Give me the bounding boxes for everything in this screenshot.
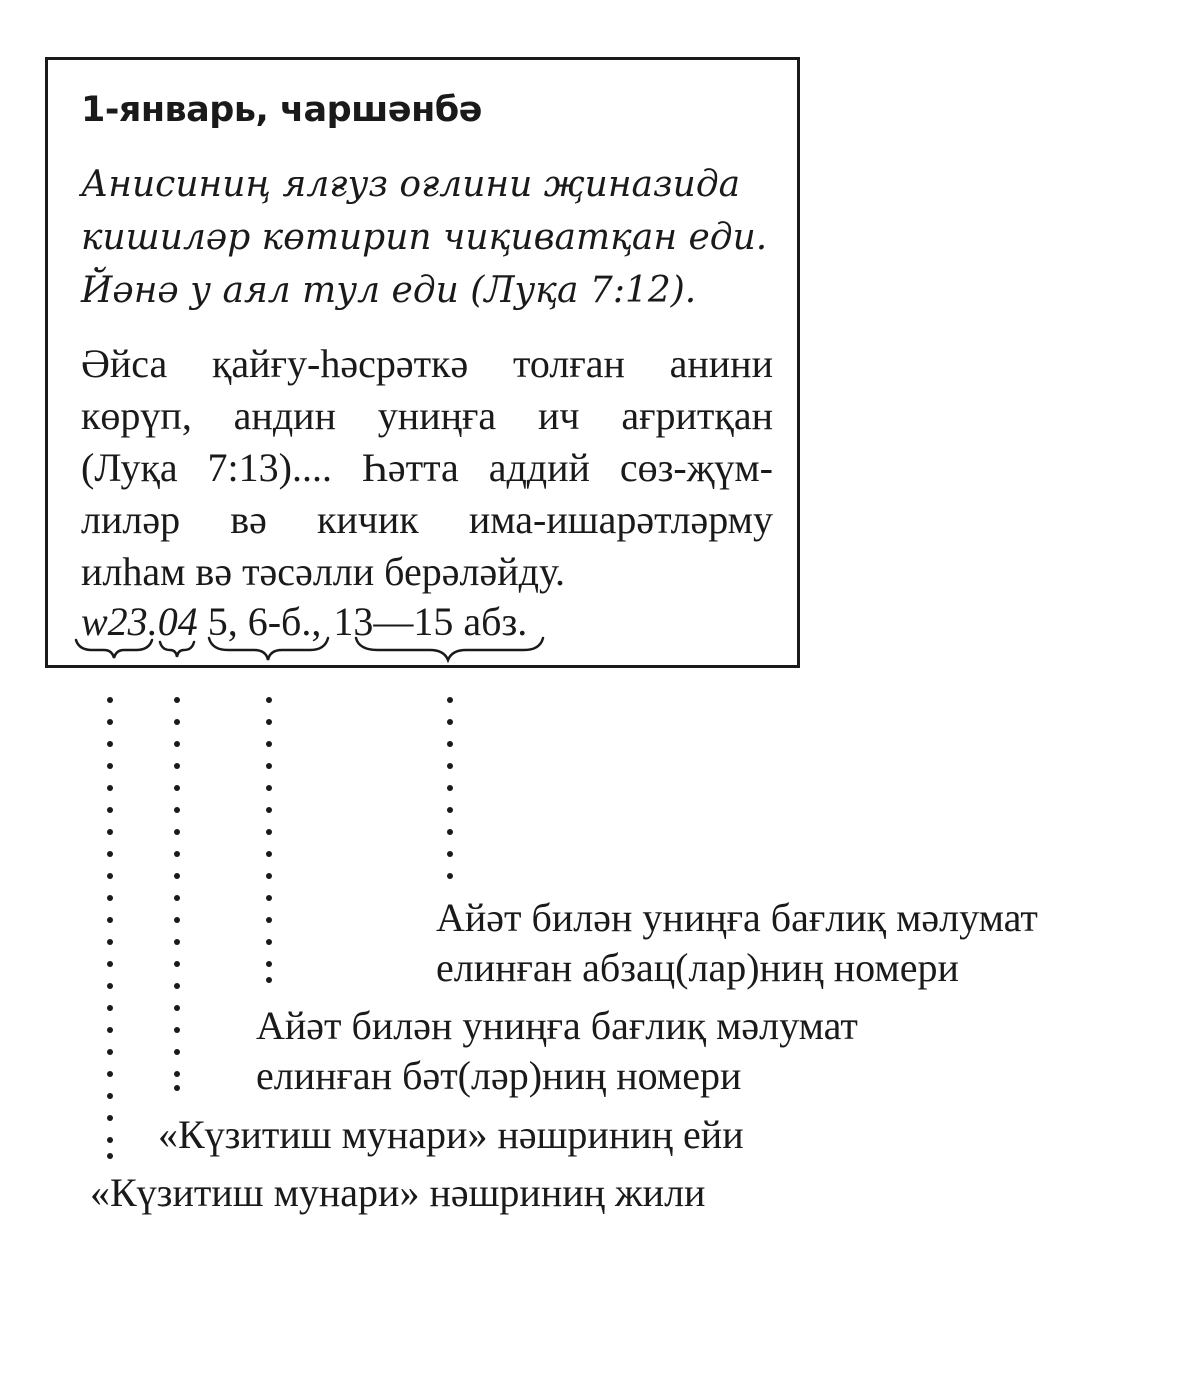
- verse-line: Анисиниң ялғуз оғлини җиназида: [81, 164, 741, 205]
- brace-issue: [160, 642, 194, 657]
- comment-line: Әйса қайғу-һәсрәткә толған анини: [81, 341, 773, 386]
- label-page-number: [256, 1001, 858, 1101]
- label-issue: «Күзитиш мунари» нәшриниң ейи: [158, 1112, 744, 1157]
- date-heading: 1-январь, чаршәнбә: [81, 90, 482, 130]
- ref-issue: .04: [147, 599, 198, 644]
- ref-pages: 5, 6-б.,: [207, 599, 322, 644]
- verse-line: кишиләр көтирип чиқиватқан еди.: [81, 217, 768, 258]
- ref-paragraphs: 13—15 абз.: [333, 599, 528, 644]
- verse-line: Йәнә у аял тул еди (Луқа 7:12).: [81, 270, 697, 311]
- label-line: елинған абзац(лар)ниң номери: [436, 945, 959, 990]
- dotted-line-pages: [266, 697, 272, 983]
- label-line: Айәт билән униңға бағлиқ мәлумат: [256, 1003, 858, 1048]
- brace-pages: [209, 638, 328, 660]
- comment-line: көрүп, андин униңға ич ағритқан: [81, 393, 773, 438]
- comment-line: лиләр вә кичик има-ишарәтләрму: [81, 497, 773, 542]
- label-paragraph-number: [436, 893, 1038, 993]
- ref-year: w23: [81, 599, 148, 644]
- label-line: Айәт билән униңға бағлиқ мәлумат: [436, 895, 1038, 940]
- dotted-line-issue: [174, 697, 180, 1091]
- comment-line: илһам вә тәсәлли берәләйду.: [81, 549, 565, 594]
- label-year: «Күзитиш мунари» нәшриниң жили: [90, 1170, 706, 1215]
- comment-line: (Луқа 7:13).... Һәтта аддий сөз-җүм-: [81, 445, 773, 490]
- label-line: елинған бәт(ләр)ниң номери: [256, 1053, 742, 1098]
- brace-year: [76, 640, 152, 658]
- dotted-line-year: [107, 697, 113, 1159]
- dotted-line-paragraphs: [447, 697, 453, 879]
- brace-paragraphs: [356, 638, 543, 660]
